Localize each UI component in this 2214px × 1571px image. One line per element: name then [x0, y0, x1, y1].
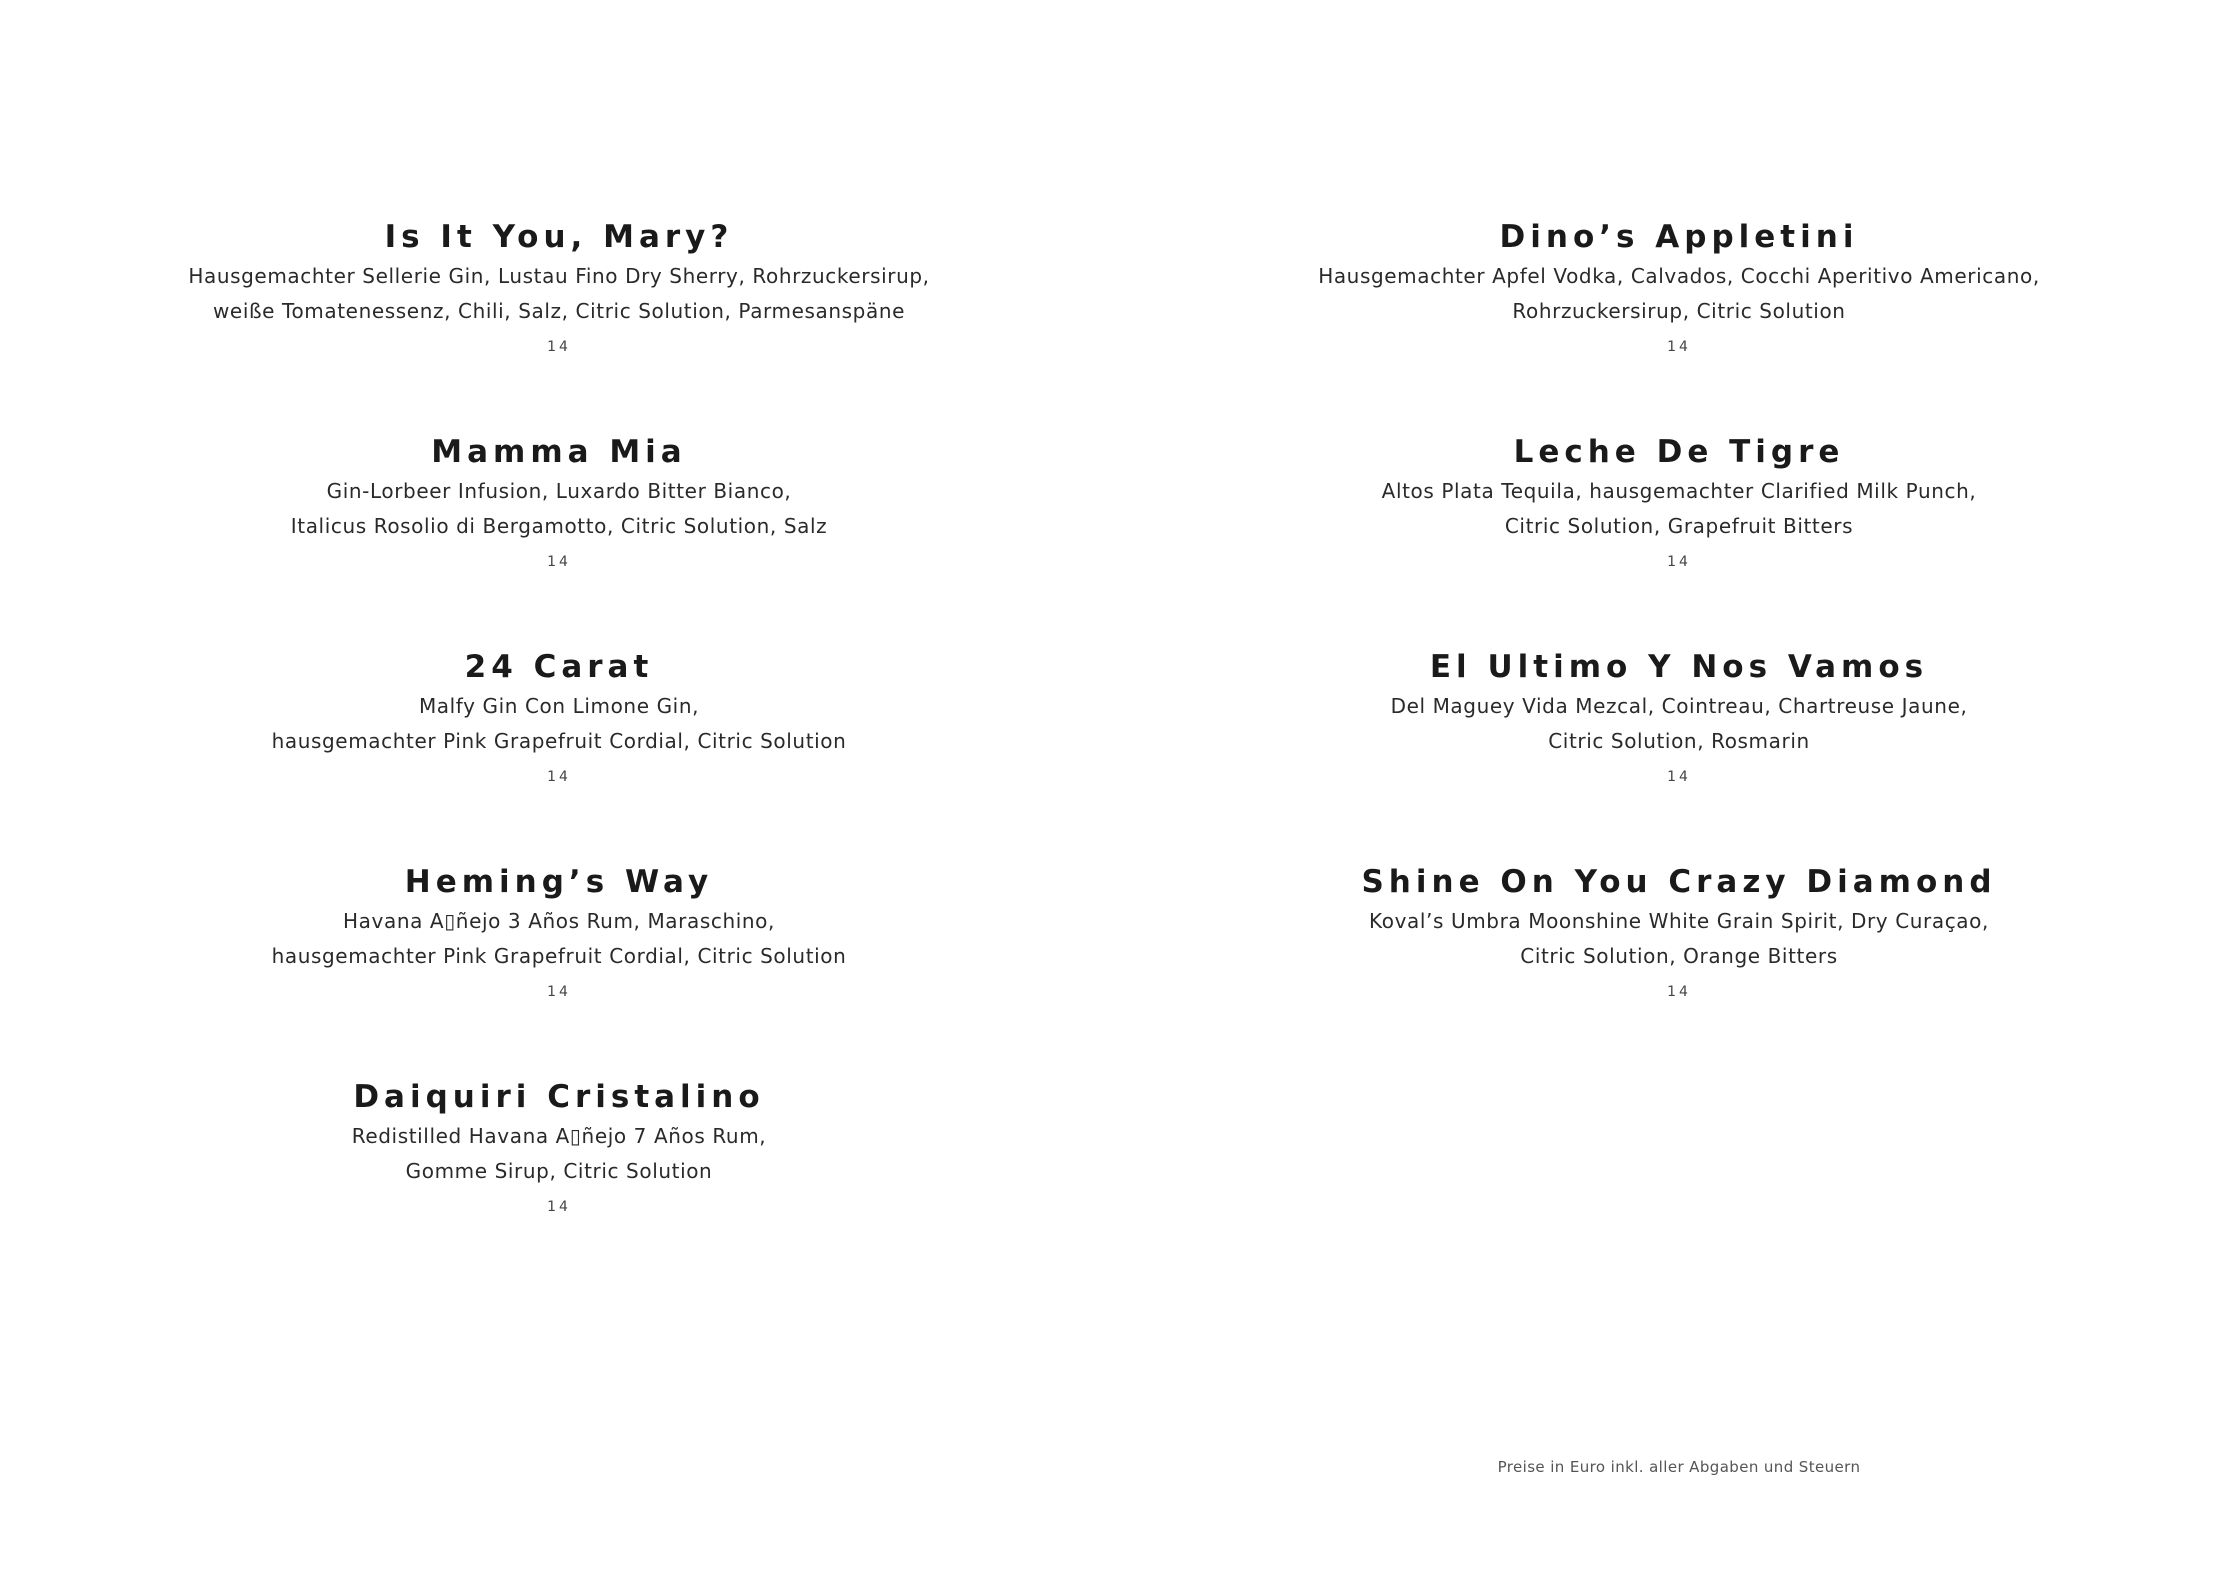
drink-description-line: Koval’s Umbra Moonshine White Grain Spirit, Dry Curaçao, — [1369, 909, 1989, 933]
menu-item — [1179, 860, 2179, 1075]
menu-item — [59, 1075, 1059, 1290]
drink-name: Daiquiri Cristalino — [353, 1079, 765, 1115]
drink-description-line: weiße Tomatenessenz, Chili, Salz, Citric Solution, Parmesanspäne — [212, 299, 906, 323]
drink-description-line: Malfy Gin Con Limone Gin, — [418, 694, 700, 718]
drink-description-line: Havana A▯ñejo 3 Años Rum, Maraschino, — [343, 909, 775, 933]
drink-description-line: Hausgemachter Sellerie Gin, Lustau Fino Dry Sherry, Rohrzuckersirup, — [188, 264, 930, 288]
drink-name: Is It You, Mary? — [384, 219, 734, 255]
drink-name: 24 Carat — [464, 649, 654, 685]
drink-price: 14 — [1667, 339, 1691, 355]
drink-description-line: Redistilled Havana A▯ñejo 7 Años Rum, — [351, 1124, 767, 1148]
right-menu-column — [1179, 215, 2179, 1075]
drink-description-line: hausgemachter Pink Grapefruit Cordial, Citric Solution — [271, 729, 847, 753]
drink-name: Mamma Mia — [431, 434, 687, 470]
drink-description-line: Gomme Sirup, Citric Solution — [405, 1159, 713, 1183]
drink-price: 14 — [547, 339, 571, 355]
drink-name: Dino’s Appletini — [1499, 219, 1859, 255]
drink-price: 14 — [547, 769, 571, 785]
menu-item — [59, 430, 1059, 645]
drink-description-line: Citric Solution, Rosmarin — [1548, 729, 1810, 753]
drink-name: Heming’s Way — [404, 864, 714, 900]
drink-name: Leche De Tigre — [1513, 434, 1845, 470]
drink-description-line: Italicus Rosolio di Bergamotto, Citric Solution, Salz — [290, 514, 828, 538]
menu-item — [1179, 645, 2179, 860]
drink-name: El Ultimo Y Nos Vamos — [1429, 649, 1929, 685]
drink-price: 14 — [547, 984, 571, 1000]
drink-price: 14 — [547, 554, 571, 570]
drink-description-line: Hausgemachter Apfel Vodka, Calvados, Cocchi Aperitivo Americano, — [1318, 264, 2040, 288]
drink-description-line: hausgemachter Pink Grapefruit Cordial, Citric Solution — [271, 944, 847, 968]
menu-item — [59, 860, 1059, 1075]
menu-item — [59, 215, 1059, 430]
drink-price: 14 — [547, 1199, 571, 1215]
drink-name: Shine On You Crazy Diamond — [1361, 864, 1997, 900]
drink-description-line: Rohrzuckersirup, Citric Solution — [1512, 299, 1846, 323]
drink-description-line: Citric Solution, Orange Bitters — [1520, 944, 1838, 968]
menu-item — [1179, 430, 2179, 645]
left-menu-column — [59, 215, 1059, 1290]
menu-item — [59, 645, 1059, 860]
drink-price: 14 — [1667, 984, 1691, 1000]
drink-description-line: Citric Solution, Grapefruit Bitters — [1504, 514, 1854, 538]
menu-item — [1179, 215, 2179, 430]
drink-description-line: Altos Plata Tequila, hausgemachter Clarified Milk Punch, — [1381, 479, 1977, 503]
drink-description-line: Del Maguey Vida Mezcal, Cointreau, Chartreuse Jaune, — [1390, 694, 1968, 718]
drink-price: 14 — [1667, 769, 1691, 785]
drink-price: 14 — [1667, 554, 1691, 570]
drink-description-line: Gin-Lorbeer Infusion, Luxardo Bitter Bianco, — [326, 479, 792, 503]
price-footnote: Preise in Euro inkl. aller Abgaben und Steuern — [1497, 1458, 1861, 1476]
